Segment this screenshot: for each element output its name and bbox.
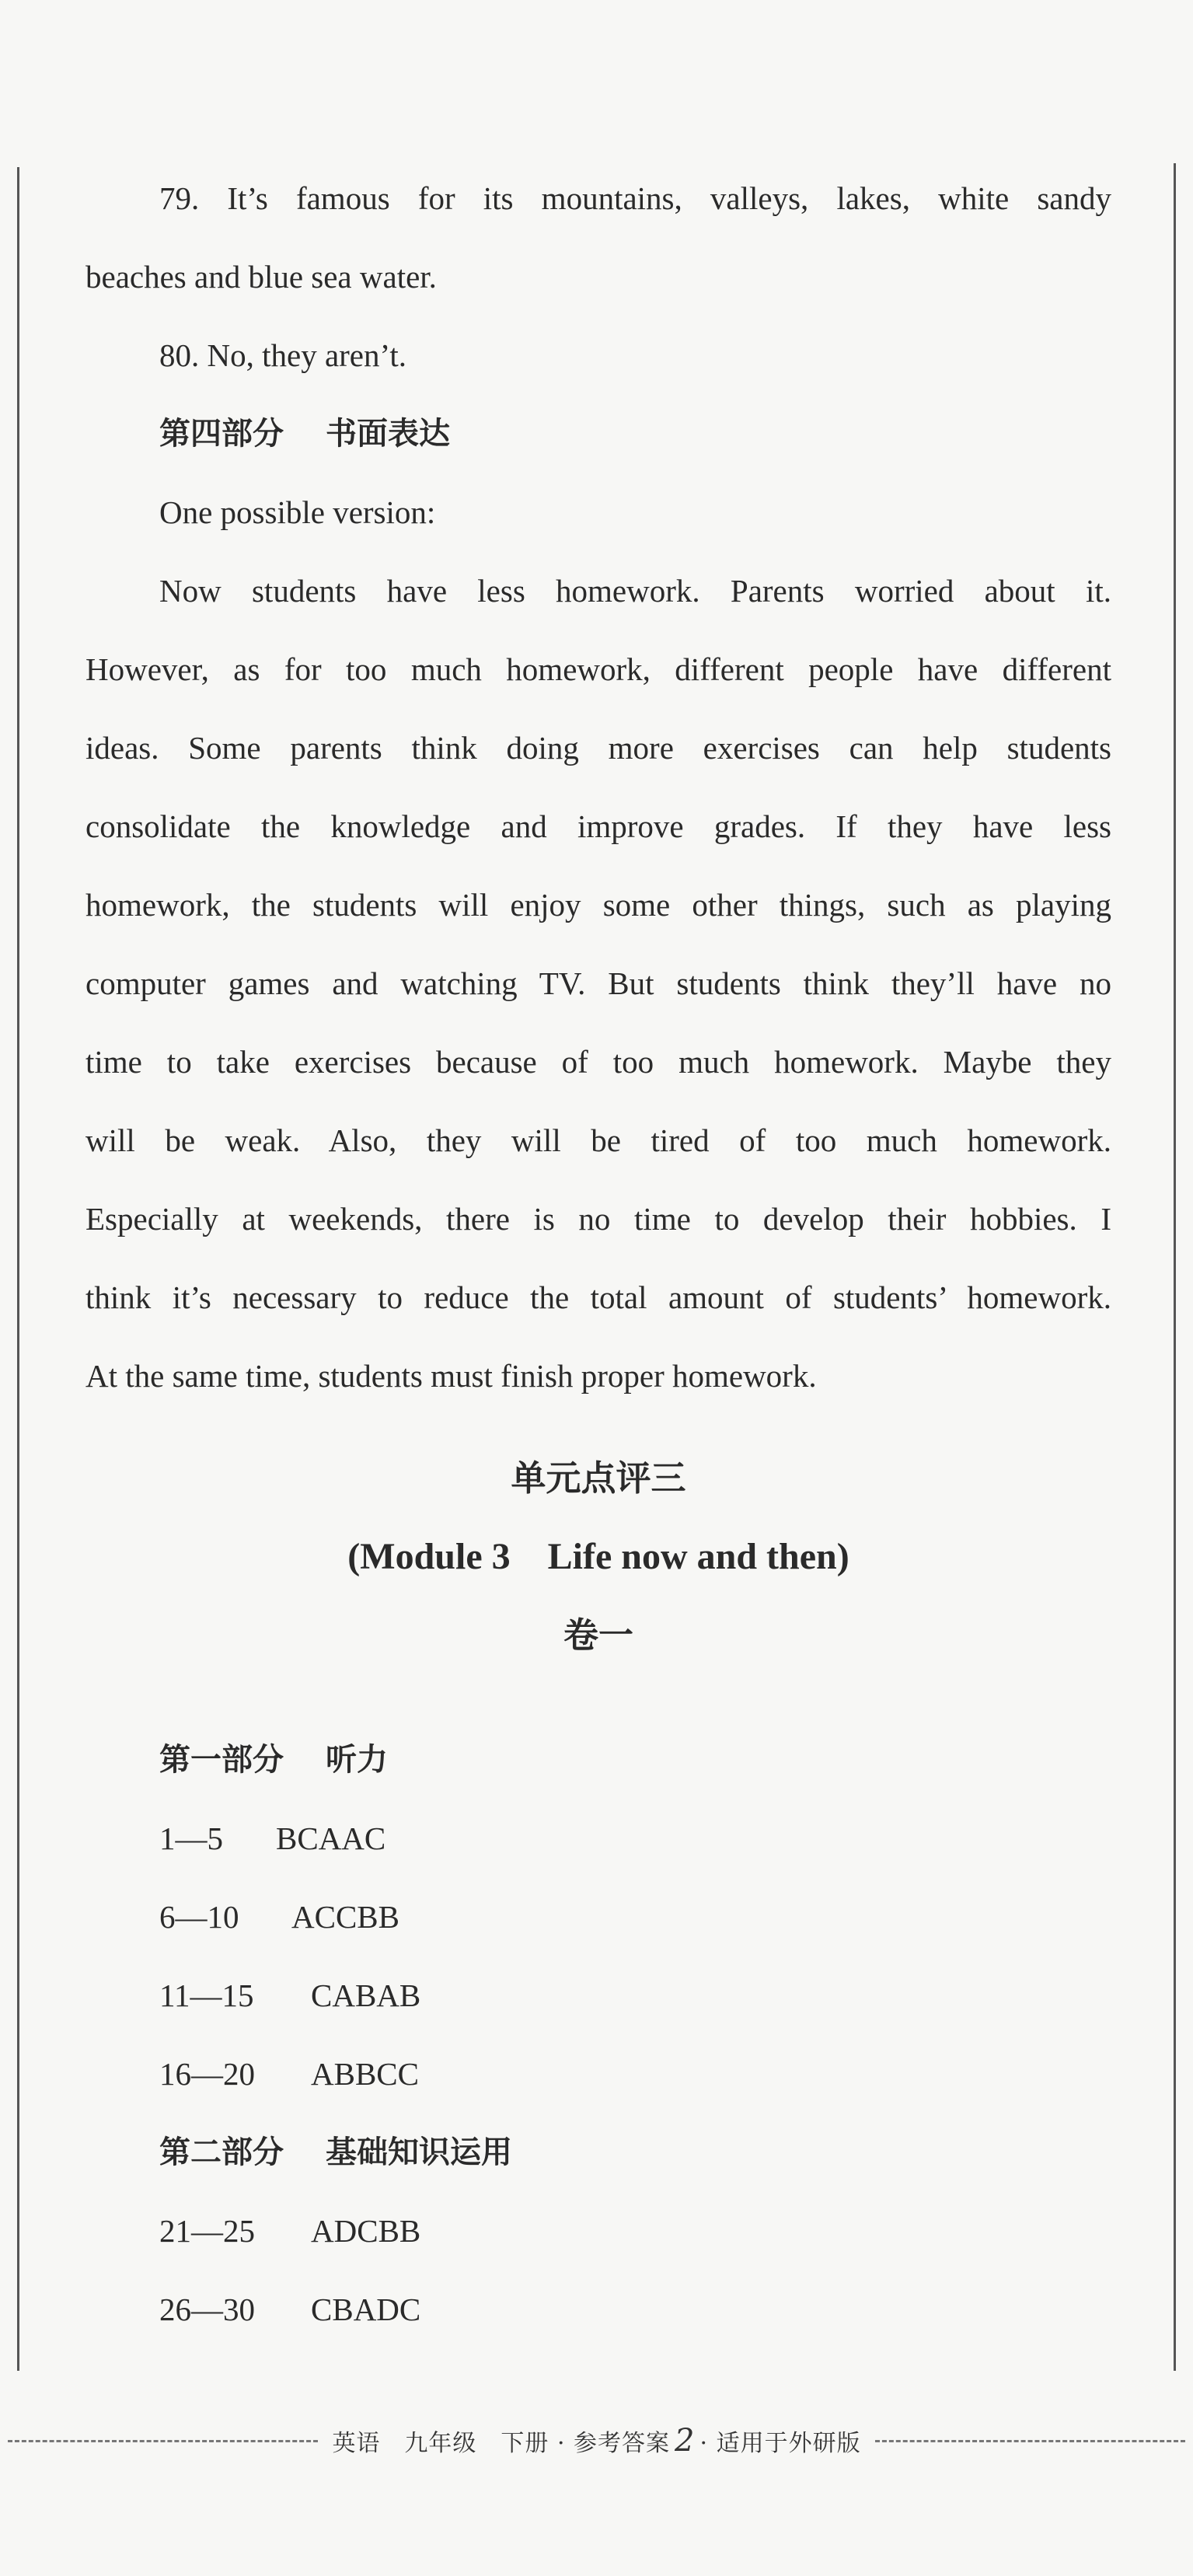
answer-key: CABAB [311, 1977, 421, 2013]
answer-row [85, 1878, 1111, 1956]
answer-row [85, 2271, 1111, 2349]
version-label: One possible version: [159, 494, 436, 530]
answer-80: 80. No, they aren’t. [159, 337, 407, 373]
answer-row [85, 2192, 1111, 2271]
essay-line: think it’s necessary to reduce the total amount of students’ homework. [85, 1279, 1111, 1315]
section2-heading-label: 第二部分 [159, 2134, 284, 2170]
answer-key: ADCBB [311, 2213, 421, 2249]
section2-heading [85, 2114, 1111, 2192]
part4-heading [85, 395, 1111, 473]
part4-heading-label: 第四部分 [159, 416, 284, 452]
essay-line: consolidate the knowledge and improve grades. If they have less [85, 808, 1111, 844]
section2-heading-title: 基础知识运用 [326, 2134, 512, 2170]
essay-line: Especially at weekends, there is no time to develop their hobbies. I [85, 1201, 1111, 1237]
footer-edition: · 适用于外研版 [699, 2430, 861, 2457]
answer-79-line2: beaches and blue sea water. [85, 259, 437, 295]
essay-line: At the same time, students must finish proper homework. [85, 1358, 817, 1394]
answer-row [85, 2035, 1111, 2114]
part4-heading-title: 书面表达 [326, 416, 450, 452]
page-content [85, 159, 1111, 2349]
module-title: (Module 3 Life now and then) [347, 1536, 849, 1577]
footer-book-info: 英语 九年级 下册 · 参考答案 [332, 2430, 671, 2457]
essay-line: ideas. Some parents think doing more exercises can help students [85, 730, 1111, 766]
answer-range: 1—5 [159, 1820, 223, 1856]
answer-row [85, 1956, 1111, 2035]
answer-row [85, 1799, 1111, 1878]
footer-dash-right [875, 2440, 1185, 2442]
section1-heading-title: 听力 [326, 1742, 388, 1778]
essay-line: However, as for too much homework, different people have different [85, 651, 1111, 687]
answer-key: BCAAC [276, 1820, 386, 1856]
essay-line: homework, the students will enjoy some other things, such as playing [85, 887, 1111, 923]
paper-title: 卷一 [563, 1614, 633, 1656]
left-border-line [17, 167, 19, 2371]
essay-line: will be weak. Also, they will be tired of too much homework. [85, 1122, 1111, 1158]
answer-range: 26—30 [159, 2292, 255, 2327]
answer-key: CBADC [311, 2292, 421, 2327]
answer-range: 6—10 [159, 1899, 239, 1935]
essay-line: time to take exercises because of too much homework. Maybe they [85, 1044, 1111, 1080]
answer-key: ABBCC [311, 2056, 419, 2092]
page-footer [0, 2421, 1193, 2460]
answer-79-line1: 79. It’s famous for its mountains, valleys, lakes, white sandy [159, 180, 1111, 216]
footer-dash-left [8, 2440, 318, 2442]
footer-text [332, 2423, 860, 2459]
answer-range: 21—25 [159, 2213, 255, 2249]
section1-heading [85, 1721, 1111, 1799]
answer-range: 16—20 [159, 2056, 255, 2092]
page-number: 2 [675, 2423, 696, 2459]
essay-line: Now students have less homework. Parents worried about it. [159, 573, 1111, 609]
unit-title: 单元点评三 [511, 1457, 686, 1499]
section1-heading-label: 第一部分 [159, 1742, 284, 1778]
essay-line: computer games and watching TV. But students think they’ll have no [85, 965, 1111, 1001]
answer-range: 11—15 [159, 1977, 254, 2013]
right-border-line [1174, 163, 1176, 2371]
answer-key: ACCBB [291, 1899, 399, 1935]
